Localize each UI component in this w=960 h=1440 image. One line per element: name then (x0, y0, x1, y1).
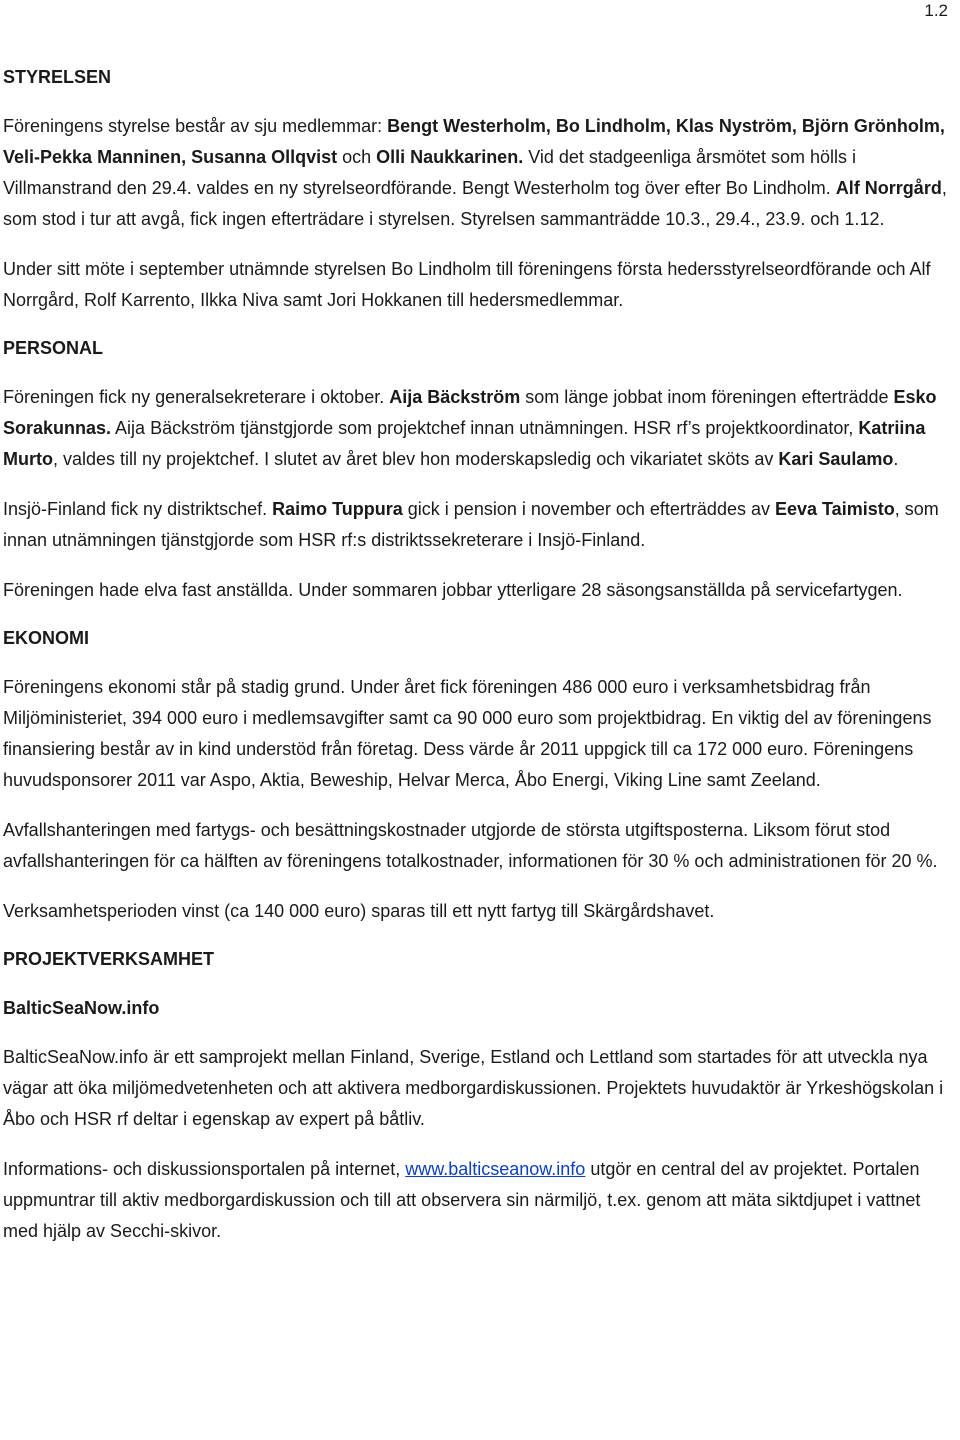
text-span: Informations- och diskussionsportalen på internet, (3, 1159, 406, 1179)
text-span: som länge jobbat inom föreningen efterträdde (520, 387, 894, 407)
bold-span: Katriina Murto (3, 418, 926, 469)
paragraph-personal-district (3, 494, 955, 556)
text-span: Aija Bäckström tjänstgjorde som projektchef innan utnämningen. HSR rf’s projektkoordinator, (111, 418, 859, 438)
bold-span: Eeva Taimisto (774, 499, 895, 519)
bold-span: Bengt Westerholm, Bo Lindholm, Klas Nyström, Björn Grönholm, Veli-Pekka Manninen, Susanna Ollqvist (3, 116, 945, 167)
paragraph-personal-staff: Föreningen hade elva fast anställda. Under sommaren jobbar ytterligare 28 säsongsanställda på servicefartygen. (3, 580, 903, 600)
heading-styrelsen: STYRELSEN (3, 67, 112, 87)
bold-span: Kari Saulamo (778, 449, 894, 469)
text-span: Föreningen fick ny generalsekreterare i oktober. (3, 387, 390, 407)
paragraph-ekonomi-costs: Avfallshanteringen med fartygs- och besättningskostnader utgjorde de största utgiftsposterna. Liksom förut stod avfallshanteringen för ca hälften av föreningens totalkostnader, informationen för 30 % och administrationen för 20 %. (3, 820, 938, 871)
heading-balticseanow: BalticSeaNow.info (3, 998, 160, 1018)
paragraph-ekonomi-funding: Föreningens ekonomi står på stadig grund. Under året fick föreningen 486 000 euro i verksamhetsbidrag från Miljöministeriet, 394 000 euro i medlemsavgifter samt ca 90 000 euro som projektbidrag. En viktig del av föreningens finansiering består av in kind understöd från företag. Dess värde år 2011 uppgick till ca 172 000 euro. Föreningens huvudsponsorer 2011 var Aspo, Aktia, Beweship, Helvar Merca, Åbo Energi, Viking Line samt Zeeland. (3, 677, 932, 790)
bold-span: Alf Norrgård (835, 178, 942, 198)
heading-ekonomi: EKONOMI (3, 628, 90, 648)
heading-personal: PERSONAL (3, 338, 104, 358)
paragraph-styrelsen-honorary: Under sitt möte i september utnämnde styrelsen Bo Lindholm till föreningens första hedersstyrelseordförande och Alf Norrgård, Rolf Karrento, Ilkka Niva samt Jori Hokkanen till hedersmedlemmar. (3, 259, 931, 310)
paragraph-styrelsen-members (3, 111, 955, 235)
paragraph-balticseanow-portal (3, 1154, 955, 1247)
paragraph-personal-secretary (3, 382, 955, 475)
bold-span: Esko Sorakunnas. (3, 387, 937, 438)
page-number: 1.2 (924, 1, 948, 20)
text-span: och (337, 147, 377, 167)
text-span: gick i pension i november och efterträddes av (402, 499, 775, 519)
balticseanow-link[interactable]: www.balticseanow.info (405, 1159, 586, 1179)
paragraph-balticseanow-about: BalticSeaNow.info är ett samprojekt mellan Finland, Sverige, Estland och Lettland som startades för att utveckla nya vägar att öka miljömedvetenheten och att aktivera medborgardiskussionen. Projektets huvudaktör är Yrkeshögskolan i Åbo och HSR rf deltar i egenskap av expert på båtliv. (3, 1047, 944, 1129)
text-span: Insjö-Finland fick ny distriktschef. (3, 499, 273, 519)
text-span: , som stod i tur att avgå, fick ingen efterträdare i styrelsen. Styrelsen sammanträdde 10.3., 29.4., 23.9. och 1.12. (3, 178, 947, 229)
text-span: utgör en central del av projektet. Portalen uppmuntrar till aktiv medborgardiskussion och till att observera sin närmiljö, t.ex. genom att mäta siktdjupet i vattnet med hjälp av Secchi-skivor. (3, 1159, 921, 1241)
bold-span: Olli Naukkarinen. (376, 147, 524, 167)
paragraph-ekonomi-profit: Verksamhetsperioden vinst (ca 140 000 euro) sparas till ett nytt fartyg till Skärgårdshavet. (3, 901, 715, 921)
text-span: Vid det stadgeenliga årsmötet som hölls i Villmanstrand den 29.4. valdes en ny styrelseordförande. Bengt Westerholm tog över efter Bo Lindholm. (3, 147, 857, 198)
bold-span: Aija Bäckström (389, 387, 521, 407)
heading-projektverksamhet: PROJEKTVERKSAMHET (3, 949, 215, 969)
text-span: , som innan utnämningen tjänstgjorde som HSR rf:s distriktssekreterare i Insjö-Finland. (3, 499, 939, 550)
bold-span: Raimo Tuppura (272, 499, 403, 519)
text-span: Föreningens styrelse består av sju medlemmar: (3, 116, 388, 136)
document-body (3, 62, 955, 1266)
text-span: , valdes till ny projektchef. I slutet av året blev hon moderskapsledig och vikariatet sköts av (52, 449, 779, 469)
text-span: . (893, 449, 899, 469)
